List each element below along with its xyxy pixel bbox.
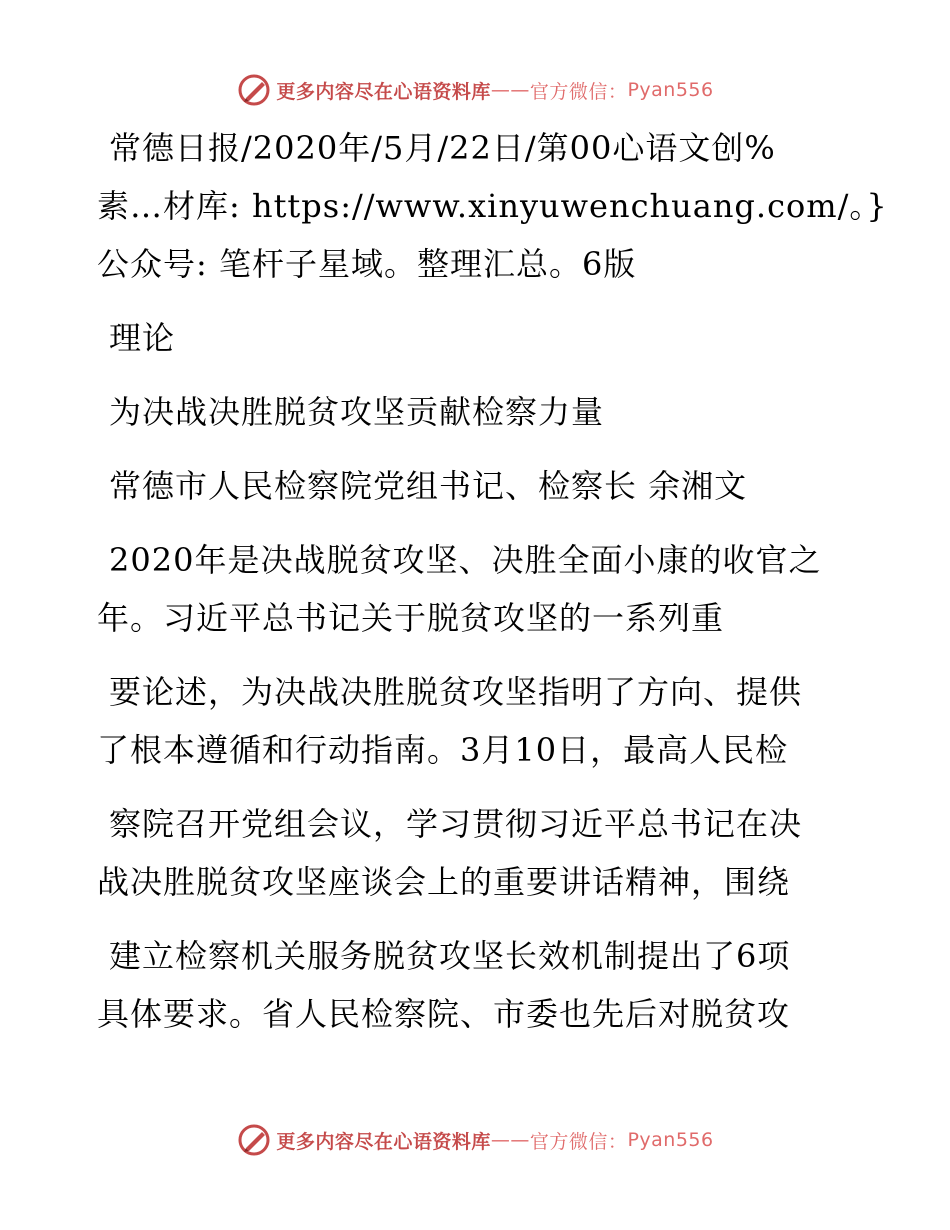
doc-paragraph-line: 建立检察机关服务脱贫攻坚长效机制提出了6项 (109, 937, 791, 975)
pen-logo-icon (236, 72, 272, 108)
watermark-banner-bottom (0, 1118, 950, 1162)
watermark-banner-top (0, 68, 950, 112)
doc-paragraph-line: 年。习近平总书记关于脱贫攻坚的一系列重 (97, 599, 725, 637)
watermark-main-text: 更多内容尽在心语资料库 (276, 1130, 491, 1153)
doc-paragraph-line: 要论述，为决战决胜脱贫攻坚指明了方向、提供 (109, 673, 803, 711)
doc-paragraph-line: 战决胜脱贫攻坚座谈会上的重要讲话精神，围绕 (97, 863, 791, 901)
doc-paragraph-line: 了根本遵循和行动指南。3月10日，最高人民检 (97, 731, 789, 769)
doc-paragraph-line: 2020年是决战脱贫攻坚、决胜全面小康的收官之 (109, 541, 822, 579)
doc-article-title: 为决战决胜脱贫攻坚贡献检察力量 (109, 393, 605, 431)
doc-line-source-cont: 素…材库: https://www.xinyuwenchuang.com/。} (97, 187, 888, 225)
watermark-dash: —— (490, 79, 530, 101)
watermark-handle: Pyan556 (627, 79, 714, 101)
watermark-dash: —— (490, 1129, 530, 1151)
pen-logo-icon (236, 1122, 272, 1158)
doc-line-source: 常德日报/2020年/5月/22日/第00心语文创% (109, 129, 776, 167)
doc-paragraph-line: 察院召开党组会议，学习贯彻习近平总书记在决 (109, 805, 803, 843)
doc-author-line: 常德市人民检察院党组书记、检察长 余湘文 (109, 467, 748, 505)
watermark-handle: Pyan556 (627, 1129, 714, 1151)
doc-paragraph-line: 具体要求。省人民检察院、市委也先后对脱贫攻 (97, 995, 791, 1033)
doc-section-label: 理论 (109, 319, 176, 357)
watermark-sub-text: 官方微信： (529, 80, 628, 103)
watermark-sub-text: 官方微信： (529, 1130, 628, 1153)
watermark-main-text: 更多内容尽在心语资料库 (276, 80, 491, 103)
doc-line-wechat: 公众号: 笔杆子星域。整理汇总。6版 (97, 245, 637, 283)
